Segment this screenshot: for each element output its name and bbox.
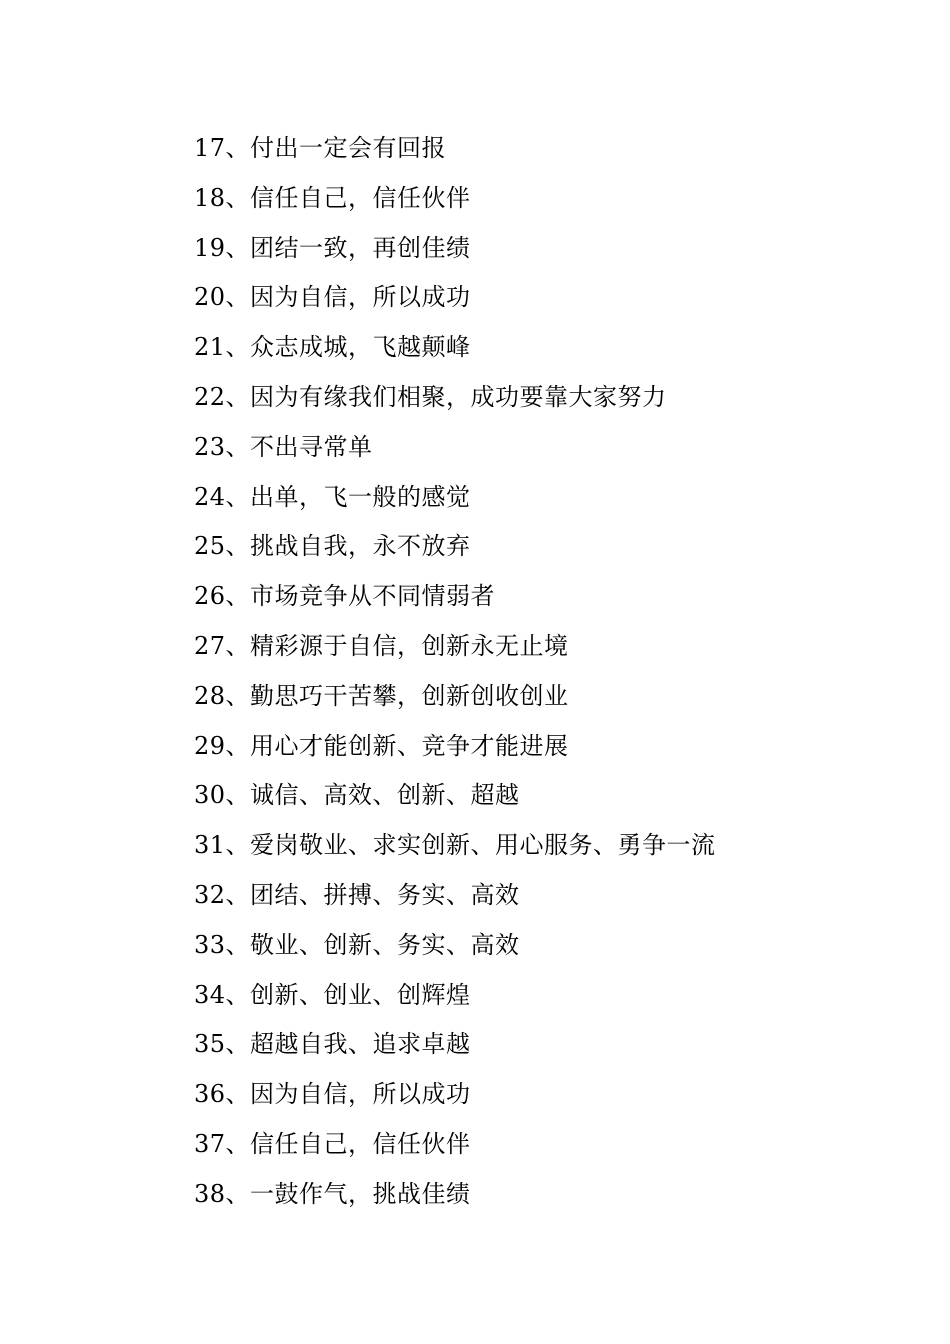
list-item: 22、因为有缘我们相聚，成功要靠大家努力 <box>194 382 667 411</box>
list-item: 37、信任自己，信任伙伴 <box>194 1129 471 1158</box>
list-item: 24、出单，飞一般的感觉 <box>194 482 471 511</box>
list-item: 23、不出寻常单 <box>194 432 373 461</box>
list-item: 25、挑战自我，永不放弃 <box>194 532 471 561</box>
list-item: 26、市场竞争从不同情弱者 <box>194 582 496 611</box>
list-item: 36、因为自信，所以成功 <box>194 1080 471 1109</box>
list-item: 27、精彩源于自信，创新永无止境 <box>194 631 569 660</box>
list-item: 35、超越自我、追求卓越 <box>194 1030 471 1059</box>
list-item: 19、团结一致，再创佳绩 <box>194 233 471 262</box>
list-item: 32、团结、拼搏、务实、高效 <box>194 880 520 909</box>
list-item: 28、勤思巧干苦攀，创新创收创业 <box>194 681 569 710</box>
slogan-list <box>194 124 716 1220</box>
list-item: 21、众志成城，飞越颠峰 <box>194 333 471 362</box>
list-item: 38、一鼓作气，挑战佳绩 <box>194 1179 471 1208</box>
list-item: 33、敬业、创新、务实、高效 <box>194 930 520 959</box>
list-item: 20、因为自信，所以成功 <box>194 283 471 312</box>
list-item: 18、信任自己，信任伙伴 <box>194 183 471 212</box>
list-item: 34、创新、创业、创辉煌 <box>194 980 471 1009</box>
list-item: 29、用心才能创新、竞争才能进展 <box>194 731 569 760</box>
list-item: 30、诚信、高效、创新、超越 <box>194 781 520 810</box>
list-item: 31、爱岗敬业、求实创新、用心服务、勇争一流 <box>194 831 716 860</box>
list-item: 17、付出一定会有回报 <box>194 134 447 162</box>
